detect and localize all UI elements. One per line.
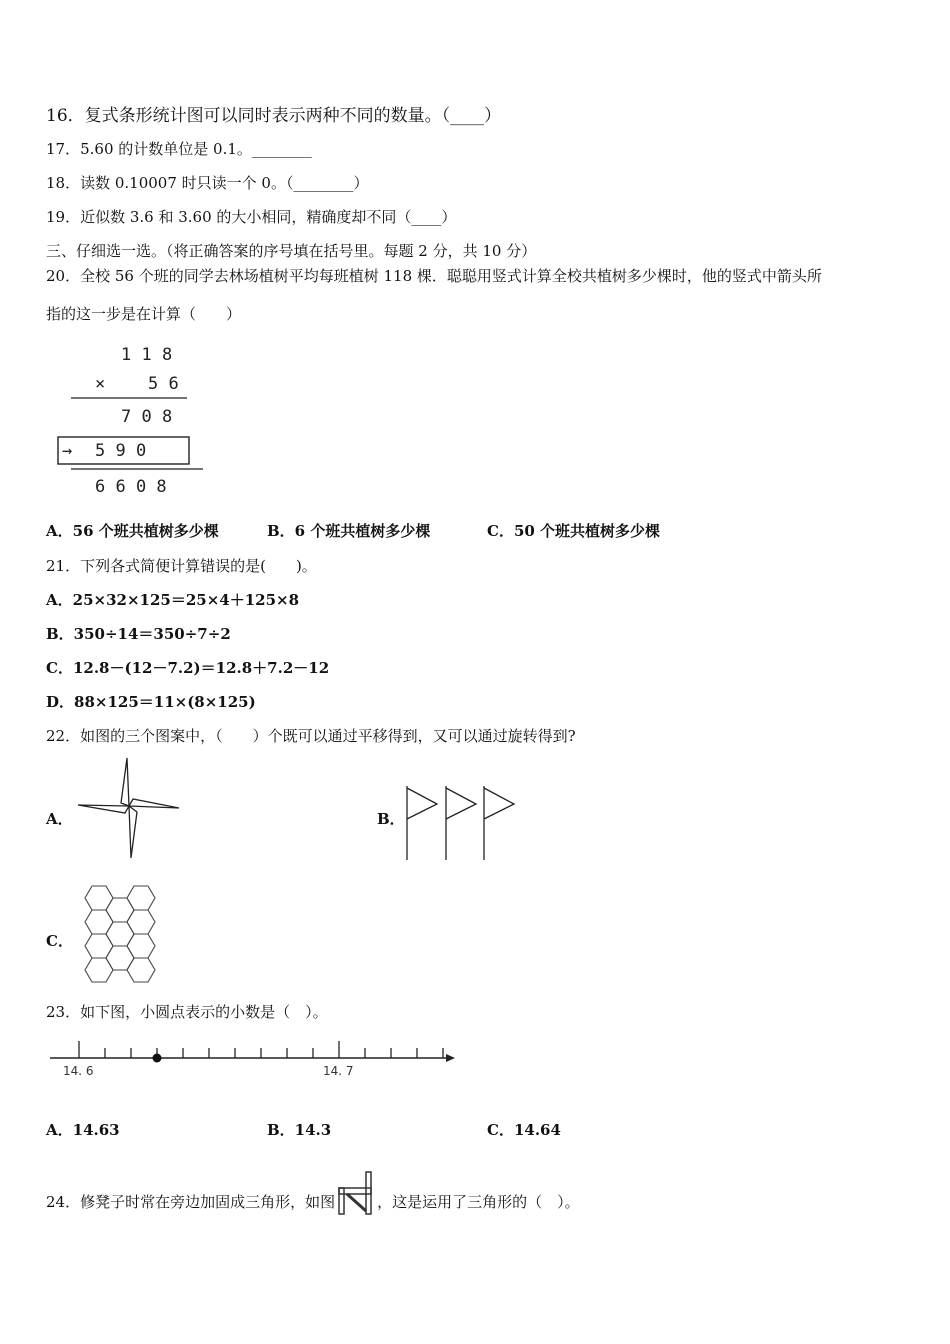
question-20-line2: 指的这一步是在计算（ ） — [46, 305, 242, 323]
calc-row-590: 5 9 0 — [95, 441, 147, 461]
stool-brace-figure — [337, 1170, 375, 1216]
question-16: 16．复式条形统计图可以同时表示两种不同的数量。（____） — [46, 106, 502, 126]
q20-option-c: C．50 个班共植树多少棵 — [487, 522, 661, 540]
q22-option-b-label: B． — [377, 810, 405, 828]
calc-row-118: 1 1 8 — [121, 345, 173, 365]
q22-option-c-label: C． — [46, 932, 73, 950]
q23-option-a: A．14.63 — [46, 1121, 120, 1139]
question-22: 22．如图的三个图案中，（ ）个既可以通过平移得到，又可以通过旋转得到? — [46, 727, 576, 745]
question-21: 21．下列各式简便计算错误的是( )。 — [46, 557, 317, 575]
three-flags-figure — [403, 784, 517, 862]
q21-option-b: B．350÷14＝350÷7÷2 — [46, 625, 231, 643]
number-line — [50, 1036, 460, 1078]
question-23: 23．如下图，小圆点表示的小数是（ ）。 — [46, 1003, 328, 1021]
calc-row-708: 7 0 8 — [121, 407, 173, 427]
arrow-icon: → — [62, 441, 73, 461]
number-line-point — [153, 1054, 162, 1063]
section-3-heading: 三、仔细选一选。（将正确答案的序号填在括号里。每题 2 分，共 10 分） — [46, 242, 537, 260]
tick-label-14-7: 14. 7 — [323, 1064, 354, 1078]
q23-option-b: B．14.3 — [267, 1121, 332, 1139]
question-24 — [46, 1178, 580, 1224]
calc-row-56: 5 6 — [148, 374, 179, 394]
q22-option-a-label: A． — [46, 810, 73, 828]
q20-option-a: A．56 个班共植树多少棵 — [46, 522, 219, 540]
question-18: 18．读数 0.10007 时只读一个 0。（________） — [46, 174, 369, 192]
number-line-arrowhead — [446, 1054, 455, 1062]
question-20-line1: 20．全校 56 个班的同学去林场植树平均每班植树 118 棵．聪聪用竖式计算全校共植树多少棵时，他的竖式中箭头所 — [46, 267, 822, 285]
tick-label-14-6: 14. 6 — [63, 1064, 94, 1078]
q21-option-d: D．88×125＝11×(8×125) — [46, 693, 256, 711]
question-19: 19．近似数 3.6 和 3.60 的大小相同，精确度却不同（____） — [46, 208, 457, 226]
vertical-multiplication — [55, 340, 210, 500]
q21-option-a: A．25×32×125＝25×4＋125×8 — [46, 591, 300, 609]
question-17: 17．5.60 的计数单位是 0.1。________ — [46, 140, 312, 158]
question-24-text-after: ，这是运用了三角形的（ ）。 — [377, 1192, 580, 1211]
pinwheel-figure — [76, 756, 182, 860]
q21-option-c: C．12.8－(12－7.2)＝12.8＋7.2－12 — [46, 659, 330, 677]
q23-option-c: C．14.64 — [487, 1121, 561, 1139]
hexagon-cluster-figure — [74, 887, 166, 981]
question-24-text-before: 24．修凳子时常在旁边加固成三角形，如图 — [46, 1192, 336, 1211]
calc-times-sign: × — [95, 374, 106, 394]
calc-row-6608: 6 6 0 8 — [95, 477, 167, 497]
q20-option-b: B．6 个班共植树多少棵 — [267, 522, 431, 540]
